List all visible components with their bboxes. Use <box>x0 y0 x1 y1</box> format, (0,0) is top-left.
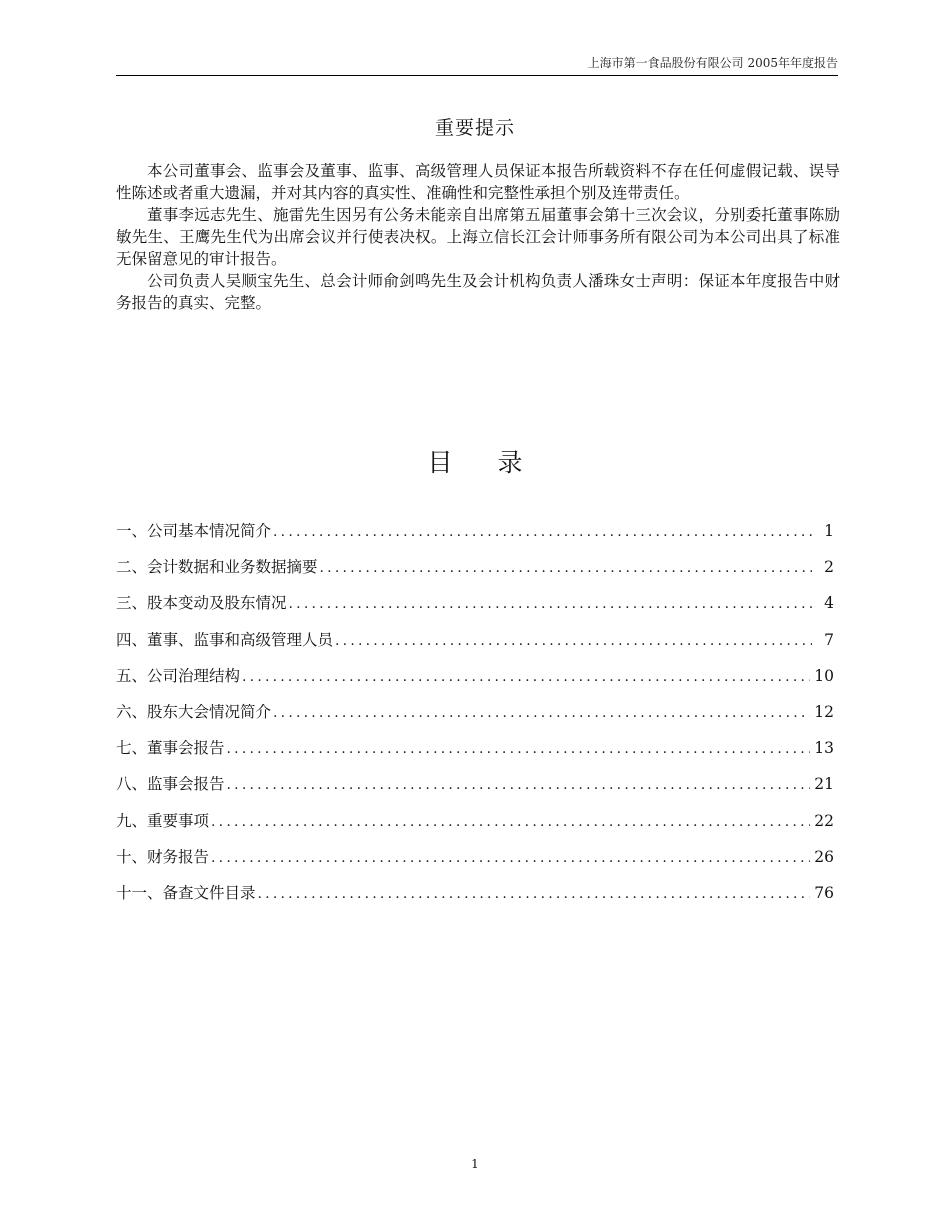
toc-entry-5[interactable] <box>116 664 834 700</box>
toc-entry-10[interactable] <box>116 845 834 881</box>
toc-leader-dots <box>289 596 812 612</box>
notice-paragraph-2: 董事李远志先生、施雷先生因另有公务未能亲自出席第五届董事会第十三次会议，分别委托董事陈励敏先生、王鹰先生代为出席会议并行使表决权。上海立信长江会计师事务所有限公司为本公司出具了标准无保留意见的审计报告。 <box>116 206 840 268</box>
toc-entry-2[interactable] <box>116 555 834 591</box>
toc-title <box>0 443 950 479</box>
toc-entry-label: 二、会计数据和业务数据摘要 <box>116 558 318 577</box>
toc-entry-6[interactable] <box>116 700 834 736</box>
notice-title: 重要提示 <box>434 117 515 139</box>
toc-entry-label: 三、股本变动及股东情况 <box>116 594 287 613</box>
toc-entry-page: 76 <box>814 883 834 902</box>
toc-entry-label: 九、重要事项 <box>116 811 210 830</box>
toc-title-right: 录 <box>497 448 523 477</box>
toc-entry-page: 12 <box>814 702 834 721</box>
toc-entry-page: 26 <box>814 847 834 866</box>
page-number: 1 <box>471 1157 479 1171</box>
toc-leader-dots <box>335 633 812 649</box>
notice-paragraph-1: 本公司董事会、监事会及董事、监事、高级管理人员保证本报告所载资料不存在任何虚假记载、误导性陈述或者重大遗漏，并对其内容的真实性、准确性和完整性承担个别及连带责任。 <box>116 162 840 202</box>
running-header <box>116 55 838 76</box>
toc-entry-7[interactable] <box>116 736 834 772</box>
toc-entry-label: 十一、备查文件目录 <box>116 883 256 902</box>
toc-entry-label: 四、董事、监事和高级管理人员 <box>116 630 334 649</box>
toc-leader-dots <box>227 777 811 793</box>
toc-leader-dots <box>258 886 811 902</box>
toc-entry-1[interactable] <box>116 519 834 555</box>
toc-entry-label: 一、公司基本情况简介 <box>116 522 272 540</box>
toc-entry-label: 十、财务报告 <box>116 847 210 866</box>
toc-entry-page: 1 <box>824 522 834 540</box>
header-text: 上海市第一食品股份有限公司 2005年年度报告 <box>587 56 838 70</box>
toc-entry-label: 八、监事会报告 <box>116 775 225 794</box>
notice-body <box>116 160 840 314</box>
toc-entry-label: 五、公司治理结构 <box>116 666 241 685</box>
toc-entry-4[interactable] <box>116 628 834 664</box>
toc-title-left: 目 <box>427 448 453 477</box>
toc-leader-dots <box>211 850 810 866</box>
notice-paragraph-3: 公司负责人吴顺宝先生、总会计师俞剑鸣先生及会计机构负责人潘珠女士声明：保证本年度报告中财务报告的真实、完整。 <box>116 272 840 312</box>
toc-leader-dots <box>273 524 812 540</box>
toc-entry-11[interactable] <box>116 881 834 917</box>
toc-entry-page: 10 <box>814 666 834 685</box>
toc-entry-9[interactable] <box>116 809 834 845</box>
toc-leader-dots <box>320 560 812 576</box>
toc-entry-label: 六、股东大会情况简介 <box>116 702 272 721</box>
toc-leader-dots <box>242 669 810 685</box>
table-of-contents <box>116 519 834 917</box>
toc-leader-dots <box>273 705 810 721</box>
toc-entry-3[interactable] <box>116 591 834 627</box>
toc-entry-page: 13 <box>814 739 834 758</box>
toc-entry-label: 七、董事会报告 <box>116 739 225 758</box>
toc-entry-8[interactable] <box>116 772 834 808</box>
toc-entry-page: 21 <box>814 775 834 794</box>
toc-leader-dots <box>227 741 811 757</box>
toc-entry-page: 7 <box>824 630 834 649</box>
toc-entry-page: 22 <box>814 811 834 830</box>
toc-entry-page: 2 <box>824 558 834 577</box>
toc-entry-page: 4 <box>824 594 834 613</box>
toc-leader-dots <box>211 814 810 830</box>
